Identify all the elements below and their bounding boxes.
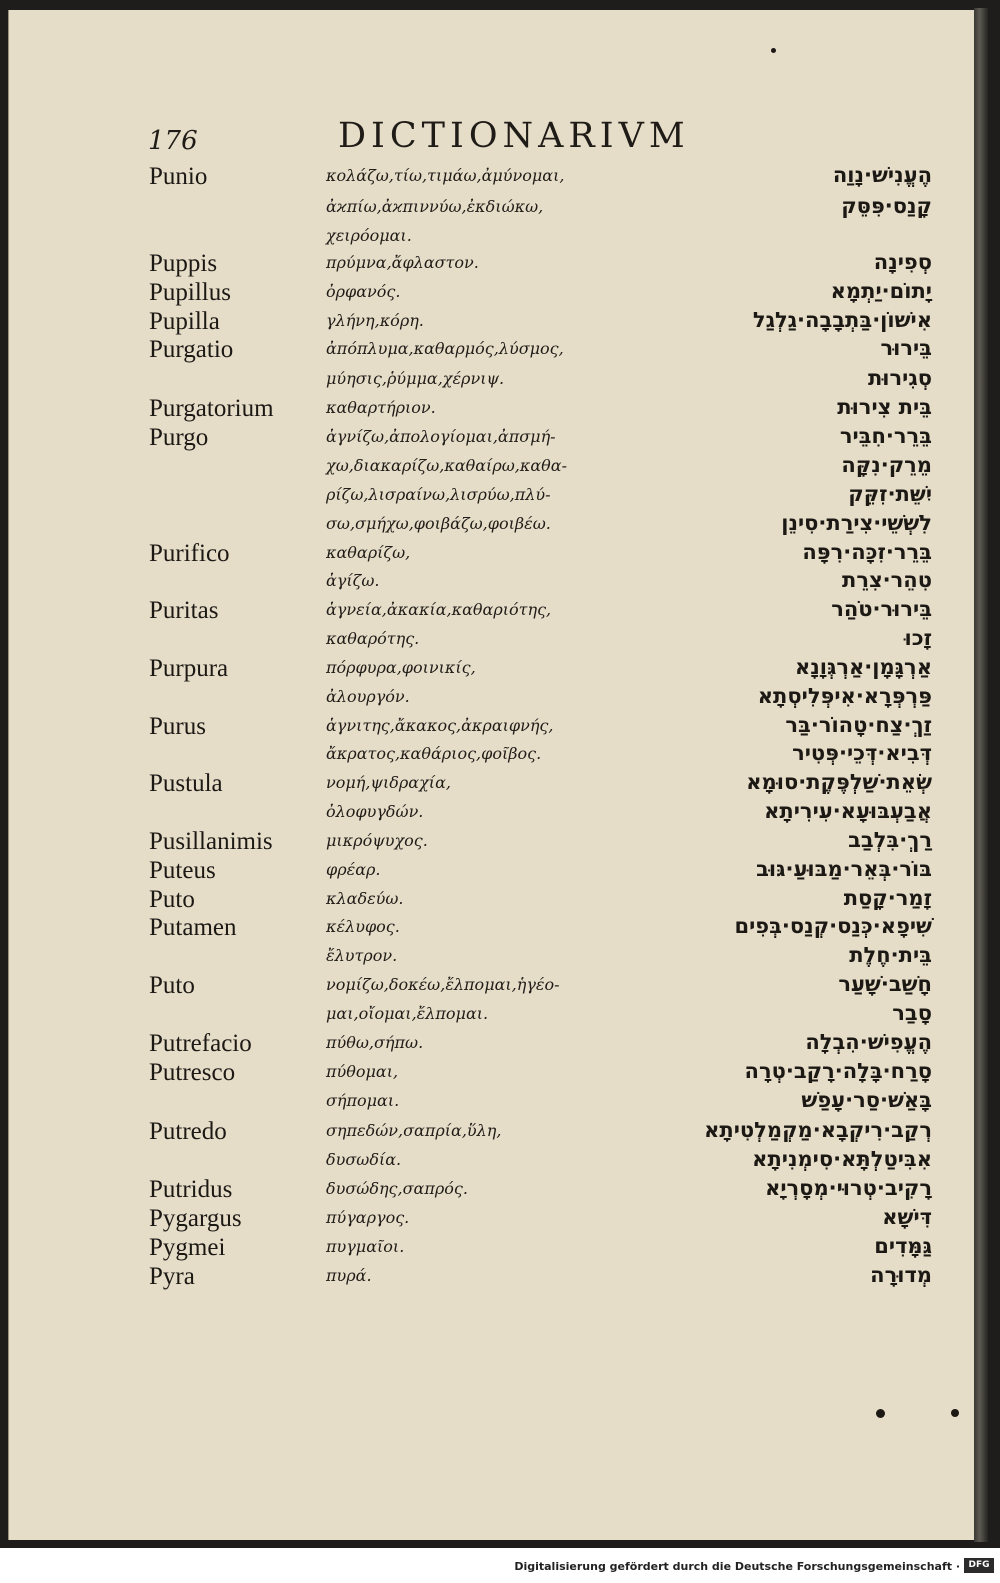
dictionary-entry [0, 972, 966, 1002]
hebrew-translation: יָתוֹם·יַתְמָא [830, 279, 932, 303]
dictionary-entry [0, 163, 966, 193]
dictionary-entry [0, 223, 966, 253]
dictionary-entry [0, 741, 966, 771]
greek-translation: πύθομαι, [326, 1062, 399, 1081]
greek-translation: κολάζω,τίω,τιμάω,ἀμύνομαι, [326, 166, 565, 185]
hebrew-translation: דְּבִיא·דְּכֵי·פְּטִיר [792, 741, 932, 765]
greek-translation: μικρόψυχος. [326, 831, 428, 850]
dictionary-entry [0, 1059, 966, 1089]
hebrew-translation: אִבִּיטַלְתָּא·סִימְנִיתָא [752, 1147, 932, 1171]
greek-translation: καθαρτήριον. [326, 398, 436, 417]
digitization-footer [0, 1548, 1000, 1583]
latin-headword: Pygmei [149, 1234, 226, 1261]
latin-headword: Putresco [149, 1059, 236, 1086]
greek-translation: πυγμαῖοι. [326, 1237, 405, 1256]
latin-headword: Purgatio [149, 336, 234, 363]
greek-translation: κέλυφος. [326, 917, 400, 936]
greek-translation: ἁγνεία,ἀκακία,καθαριότης, [326, 600, 552, 619]
dictionary-entry [0, 250, 966, 280]
dictionary-entry [0, 1001, 966, 1031]
ink-dot [771, 48, 776, 53]
dictionary-entry [0, 914, 966, 944]
greek-translation: καθαρίζω, [326, 543, 411, 562]
dictionary-entry [0, 540, 966, 570]
hebrew-translation: זַךְ·צַח·טָהוֹר·בַּר [785, 713, 932, 737]
greek-translation: ὀρφανός. [326, 282, 401, 301]
hebrew-translation: בֵּית צִירוּת [837, 395, 932, 419]
greek-translation: ἀϰπίω,ἀϰπιννύω,ἐκδιώκω, [326, 197, 544, 216]
hebrew-translation: מְדוּרָה [870, 1263, 932, 1287]
dictionary-entry [0, 1176, 966, 1206]
dictionary-entry [0, 453, 966, 483]
dictionary-entry [0, 655, 966, 685]
latin-headword: Puto [149, 972, 195, 999]
dictionary-entry [0, 366, 966, 396]
greek-translation: πύθω,σήπω. [326, 1033, 424, 1052]
latin-headword: Purpura [149, 655, 229, 682]
hebrew-translation: אִישׁוֹן·בַּתְבָבָה·גַלְגַל [752, 308, 932, 332]
hebrew-translation: רְקַב·רִיקְבָא·מַקְמַלְטִיתָא [704, 1118, 932, 1142]
latin-headword: Putredo [149, 1118, 227, 1145]
greek-translation: δυσωδία. [326, 1150, 402, 1169]
latin-headword: Pusillanimis [149, 828, 273, 855]
greek-translation: σω,σμήχω,φοιβάζω,φοιβέω. [326, 514, 551, 533]
latin-headword: Puteus [149, 857, 216, 884]
greek-translation: μύησις,ῥύμμα,χέρνιψ. [326, 369, 505, 388]
dictionary-entry [0, 1088, 966, 1118]
hebrew-translation: בָּאַשׁ·סַר·עָפַשׁ [801, 1088, 932, 1112]
hebrew-translation: חָשַׁב·שָׁעַר [838, 972, 932, 996]
greek-translation: σηπεδών,σαπρία,ὕλη, [326, 1121, 502, 1140]
dictionary-entry [0, 1263, 966, 1293]
hebrew-translation: זָמַר·קָסַת [843, 886, 932, 910]
greek-translation: πρύμνα,ἄφλαστον. [326, 253, 479, 272]
ink-dot [876, 1409, 885, 1418]
hebrew-translation: בֵּרֵר·חִבֵּיר [839, 424, 932, 448]
hebrew-translation: אֲבַעְבּוּעָא·עִירִיתָא [764, 799, 932, 823]
dictionary-entry [0, 828, 966, 858]
page-edge [974, 8, 988, 1542]
dictionary-entry [0, 568, 966, 598]
greek-translation: νομίζω,δοκέω,ἔλπομαι,ἡγέο- [326, 975, 560, 994]
latin-headword: Putrefacio [149, 1030, 252, 1057]
hebrew-translation: שְׂאֵת·שַׁלְפֶּקֶת·סוּמָא [746, 770, 932, 794]
hebrew-translation: הֶעֱפִישׁ·הִבְלָה [805, 1030, 932, 1054]
hebrew-translation: סְפִינָה [873, 250, 932, 274]
greek-translation: ἀλουργόν. [326, 687, 410, 706]
greek-translation: σήπομαι. [326, 1091, 400, 1110]
greek-translation: χειρόομαι. [326, 226, 412, 245]
dictionary-entry [0, 799, 966, 829]
hebrew-translation: פַּרְפְּרָא·אִיפְּלִיסְתָא [757, 684, 932, 708]
greek-translation: ρίζω,λισραίνω,λισρύω,πλύ- [326, 485, 551, 504]
dictionary-entry [0, 857, 966, 887]
greek-translation: χω,διακαρίζω,καθαίρω,καθα- [326, 456, 568, 475]
greek-translation: φρέαρ. [326, 860, 381, 879]
greek-translation: πύγαργος. [326, 1208, 410, 1227]
latin-headword: Puritas [149, 597, 219, 624]
hebrew-translation: זָכוּ [904, 626, 932, 650]
latin-headword: Purus [149, 713, 206, 740]
hebrew-translation: דִּישָׁא [882, 1205, 932, 1229]
footer-credit: Digitalisierung gefördert durch die Deutsche Forschungsgemeinschaft · [514, 1560, 960, 1573]
hebrew-translation: לִשְׁשֵׁי·צִירַת·סִינֵן [781, 511, 932, 535]
latin-headword: Pustula [149, 770, 223, 797]
dictionary-entry [0, 279, 966, 309]
greek-translation: πόρφυρα,φοινικίς, [326, 658, 476, 677]
dfg-logo: DFG [964, 1558, 994, 1573]
dictionary-entry [0, 1234, 966, 1264]
ink-dot [951, 1409, 959, 1417]
hebrew-translation: רָקִיב·טְרוּי·מְסָרְיָא [765, 1176, 932, 1200]
latin-headword: Punio [149, 163, 208, 190]
hebrew-translation: בֵּירוּר [880, 336, 932, 360]
dictionary-entry [0, 713, 966, 743]
latin-headword: Purgo [149, 424, 209, 451]
latin-headword: Putridus [149, 1176, 233, 1203]
dictionary-entry [0, 308, 966, 338]
dictionary-entry [0, 1030, 966, 1060]
page-title: DICTIONARIVM [338, 116, 690, 156]
dictionary-entry [0, 684, 966, 714]
hebrew-translation: סָבַר [892, 1001, 932, 1025]
page-number: 176 [148, 126, 198, 156]
dictionary-entry [0, 511, 966, 541]
greek-translation: ἄκρατος,καθάριος,φοῖβος. [326, 744, 542, 763]
latin-headword: Pupilla [149, 308, 220, 335]
greek-translation: ὀλοφυγδών. [326, 802, 424, 821]
hebrew-translation: שִׁיפָא·כְּנַס·קְנַס·בְּפִים [734, 914, 932, 938]
hebrew-translation: גַּמָּדִים [874, 1234, 932, 1258]
greek-translation: πυρά. [326, 1266, 372, 1285]
dictionary-entry [0, 395, 966, 425]
greek-translation: νομή,ψιδραχία, [326, 773, 451, 792]
latin-headword: Puto [149, 886, 195, 913]
greek-translation: ἁγίζω. [326, 571, 380, 590]
latin-headword: Putamen [149, 914, 237, 941]
latin-headword: Pygargus [149, 1205, 242, 1232]
hebrew-translation: בֵּירוּר·טֹהַר [831, 597, 932, 621]
dictionary-entry [0, 1118, 966, 1148]
latin-headword: Purifico [149, 540, 230, 567]
hebrew-translation: בֵּרֵר·זִכָּה·רִפָּה [802, 540, 932, 564]
latin-headword: Puppis [149, 250, 218, 277]
greek-translation: καθαρότης. [326, 629, 420, 648]
greek-translation: κλαδεύω. [326, 889, 404, 908]
dictionary-entry [0, 1147, 966, 1177]
dictionary-entry [0, 770, 966, 800]
latin-headword: Pyra [149, 1263, 195, 1290]
greek-translation: δυσώδης,σαπρός. [326, 1179, 468, 1198]
hebrew-translation: סָרַח·בָּלָה·רָקַב·טְרָה [744, 1059, 932, 1083]
dictionary-entry [0, 626, 966, 656]
hebrew-translation: קָנַס·פִּסֵּק [841, 194, 932, 218]
greek-translation: ἔλυτρον. [326, 946, 398, 965]
hebrew-translation: סְגִירוּת [867, 366, 932, 390]
hebrew-translation: רַךְ·בִּלְבַב [848, 828, 932, 852]
greek-translation: ἁγνίζω,ἀπολογίομαι,ἀπσμή- [326, 427, 556, 446]
dictionary-entry [0, 943, 966, 973]
greek-translation: ἁγνιτης,ἄκακος,ἀκραιφνής, [326, 716, 554, 735]
page-header [148, 116, 848, 160]
hebrew-translation: טִהֵר·צִרֵת [841, 568, 932, 592]
hebrew-translation: הֶעֱנִישׁ·נָוַה [832, 163, 932, 187]
dictionary-entry [0, 886, 966, 916]
hebrew-translation: אַרְגָּמָן·אַרְגְּוָנָא [794, 655, 932, 679]
dictionary-entry [0, 194, 966, 224]
greek-translation: γλήνη,κόρη. [326, 311, 424, 330]
dictionary-entry [0, 424, 966, 454]
greek-translation: ἀπόπλυμα,καθαρμός,λύσμος, [326, 339, 564, 358]
dictionary-entry [0, 597, 966, 627]
dictionary-entry [0, 1205, 966, 1235]
latin-headword: Pupillus [149, 279, 231, 306]
dictionary-entry [0, 482, 966, 512]
dictionary-entry [0, 336, 966, 366]
hebrew-translation: מֵרֵק·נִקָּה [841, 453, 932, 477]
hebrew-translation: בֵּית·חֶלֶת [849, 943, 932, 967]
hebrew-translation: יִשֵּׁת·זִקֵּק [848, 482, 932, 506]
latin-headword: Purgatorium [149, 395, 274, 422]
hebrew-translation: בּוֹר·בְּאֵר·מַבּוּעַ·גּוּב [756, 857, 932, 881]
greek-translation: μαι,οἴομαι,ἔλπομαι. [326, 1004, 489, 1023]
